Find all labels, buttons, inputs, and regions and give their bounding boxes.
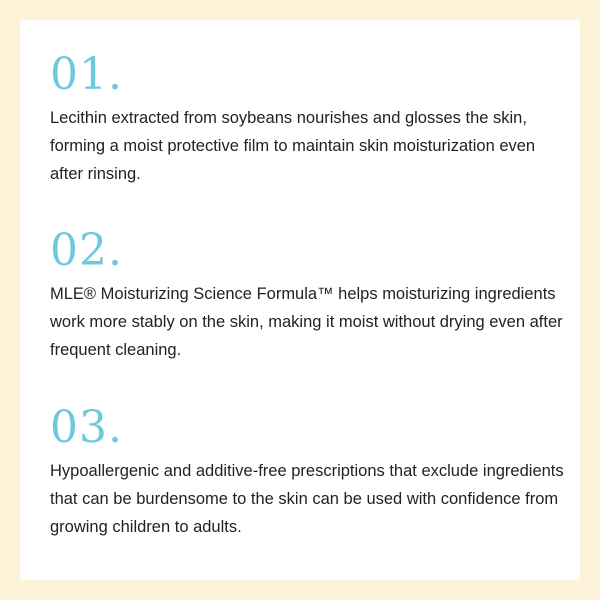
feature-number-3: 03. (50, 402, 123, 453)
feature-number-2: 02. (50, 225, 123, 276)
feature-text-3: Hypoallergenic and additive-free prescriptions that exclude ingredients that can be burdensome to the skin can be used with confidence from growing children to adults. (50, 462, 564, 536)
feature-text-1: Lecithin extracted from soybeans nourishes and glosses the skin, forming a moist protective film to maintain skin moisturization even after rinsing. (50, 109, 536, 183)
feature-number-1: 01. (50, 49, 123, 100)
content-card (20, 20, 580, 580)
feature-item-2 (50, 226, 570, 364)
feature-item-1 (50, 50, 570, 188)
feature-text-2: MLE® Moisturizing Science Formula™ helps moisturizing ingredients work more stably on the skin, making it moist without drying even after frequent cleaning. (50, 285, 563, 359)
feature-item-3 (50, 403, 570, 541)
